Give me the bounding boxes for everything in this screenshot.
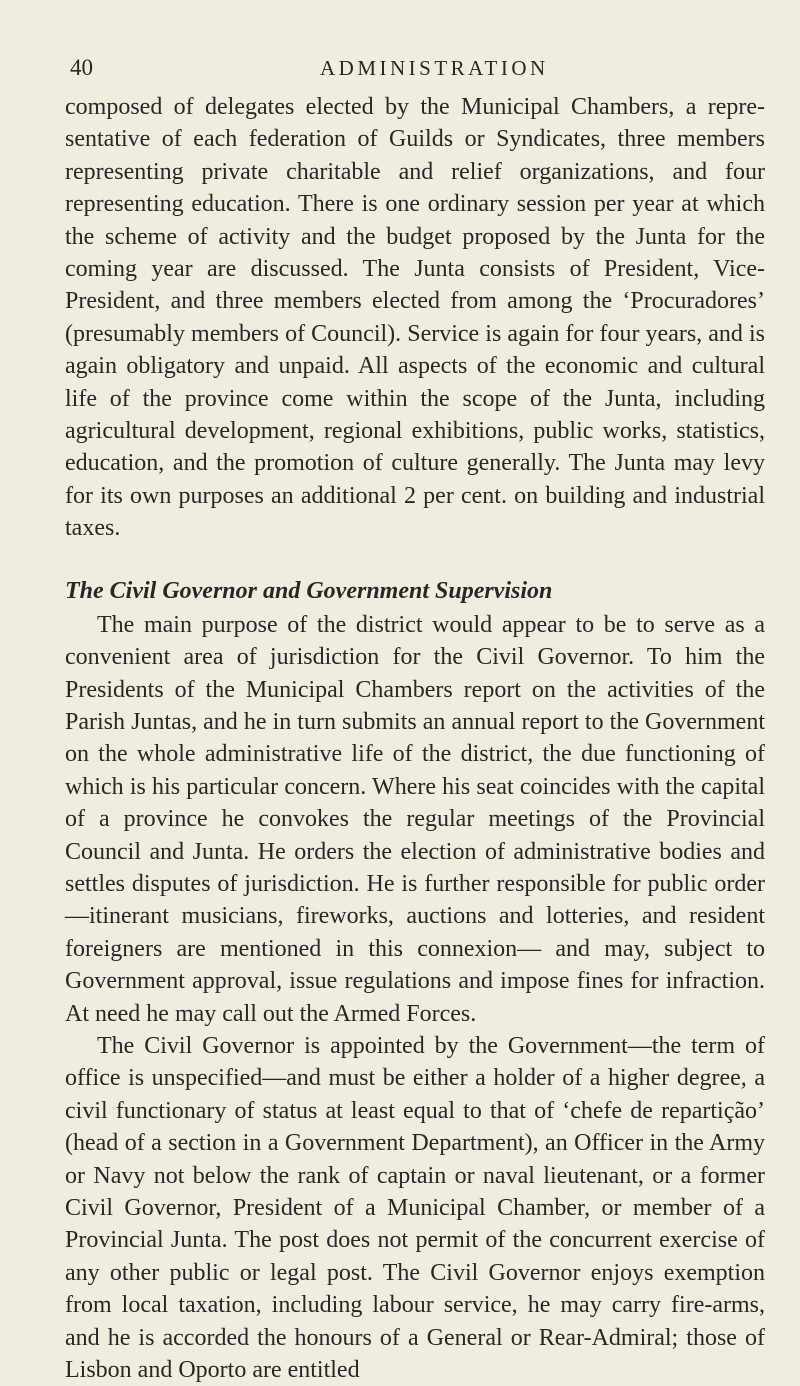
body-paragraph-3: The Civil Governor is appointed by the Government—the term of office is unspecified—and must be either a holder of a higher degree, a civil functionary of status at least equal to that of ‘chefe de repartição’ (head of a section in a Government Department), an Officer in the Army or Navy not below the rank of captain or naval lieutenant, or a former Civil Governor, President of a Municipal Chamber, or member of a Provincial Junta. The post does not permit of the concurrent exercise of any other public or legal post. The Civil Governor enjoys exemption from local taxation, including labour service, he may carry fire-arms, and he is accorded the honours of a General or Rear-Admiral; those of Lisbon and Oporto are entitled [65, 1032, 765, 1384]
page-content [65, 55, 765, 1386]
section-heading: The Civil Governor and Government Supervision [65, 577, 553, 604]
body-paragraph-2: The main purpose of the district would appear to be to serve as a convenient area of jurisdiction for the Civil Governor. To him the Presidents of the Municipal Chambers report on the activities of the Parish Juntas, and he in turn submits an annual report to the Government on the whole administrative life of the district, the due functioning of which is his particular concern. Where his seat coincides with the capital of a province he convokes the regular meetings of the Provincial Council and Junta. He orders the election of administrative bodies and settles disputes of jurisdiction. He is further responsible for public order—itinerant musicians, fireworks, auctions and lotteries, and resident foreigners are mentioned in this connexion— and may, subject to Government approval, issue regulations and impose fines for infraction. At need he may call out the Armed Forces. [65, 611, 765, 1027]
running-title: ADMINISTRATION [320, 56, 549, 80]
running-head [65, 55, 765, 91]
body-paragraph-1: composed of delegates elected by the Municipal Chambers, a representative of each federation of Guilds or Syndicates, three members representing private charitable and relief organizations, and four representing education. There is one ordinary session per year at which the scheme of activity and the budget proposed by the Junta for the coming year are discussed. The Junta consists of President, Vice-President, and three members elected from among the ‘Procuradores’ (presumably members of Council). Service is again for four years, and is again obligatory and unpaid. All aspects of the economic and cultural life of the province come within the scope of the Junta, including agricultural development, regional exhibitions, public works, statistics, education, and the promotion of culture generally. The Junta may levy for its own purposes an additional 2 per cent. on building and industrial taxes. [65, 94, 765, 542]
page-number: 40 [70, 55, 93, 80]
